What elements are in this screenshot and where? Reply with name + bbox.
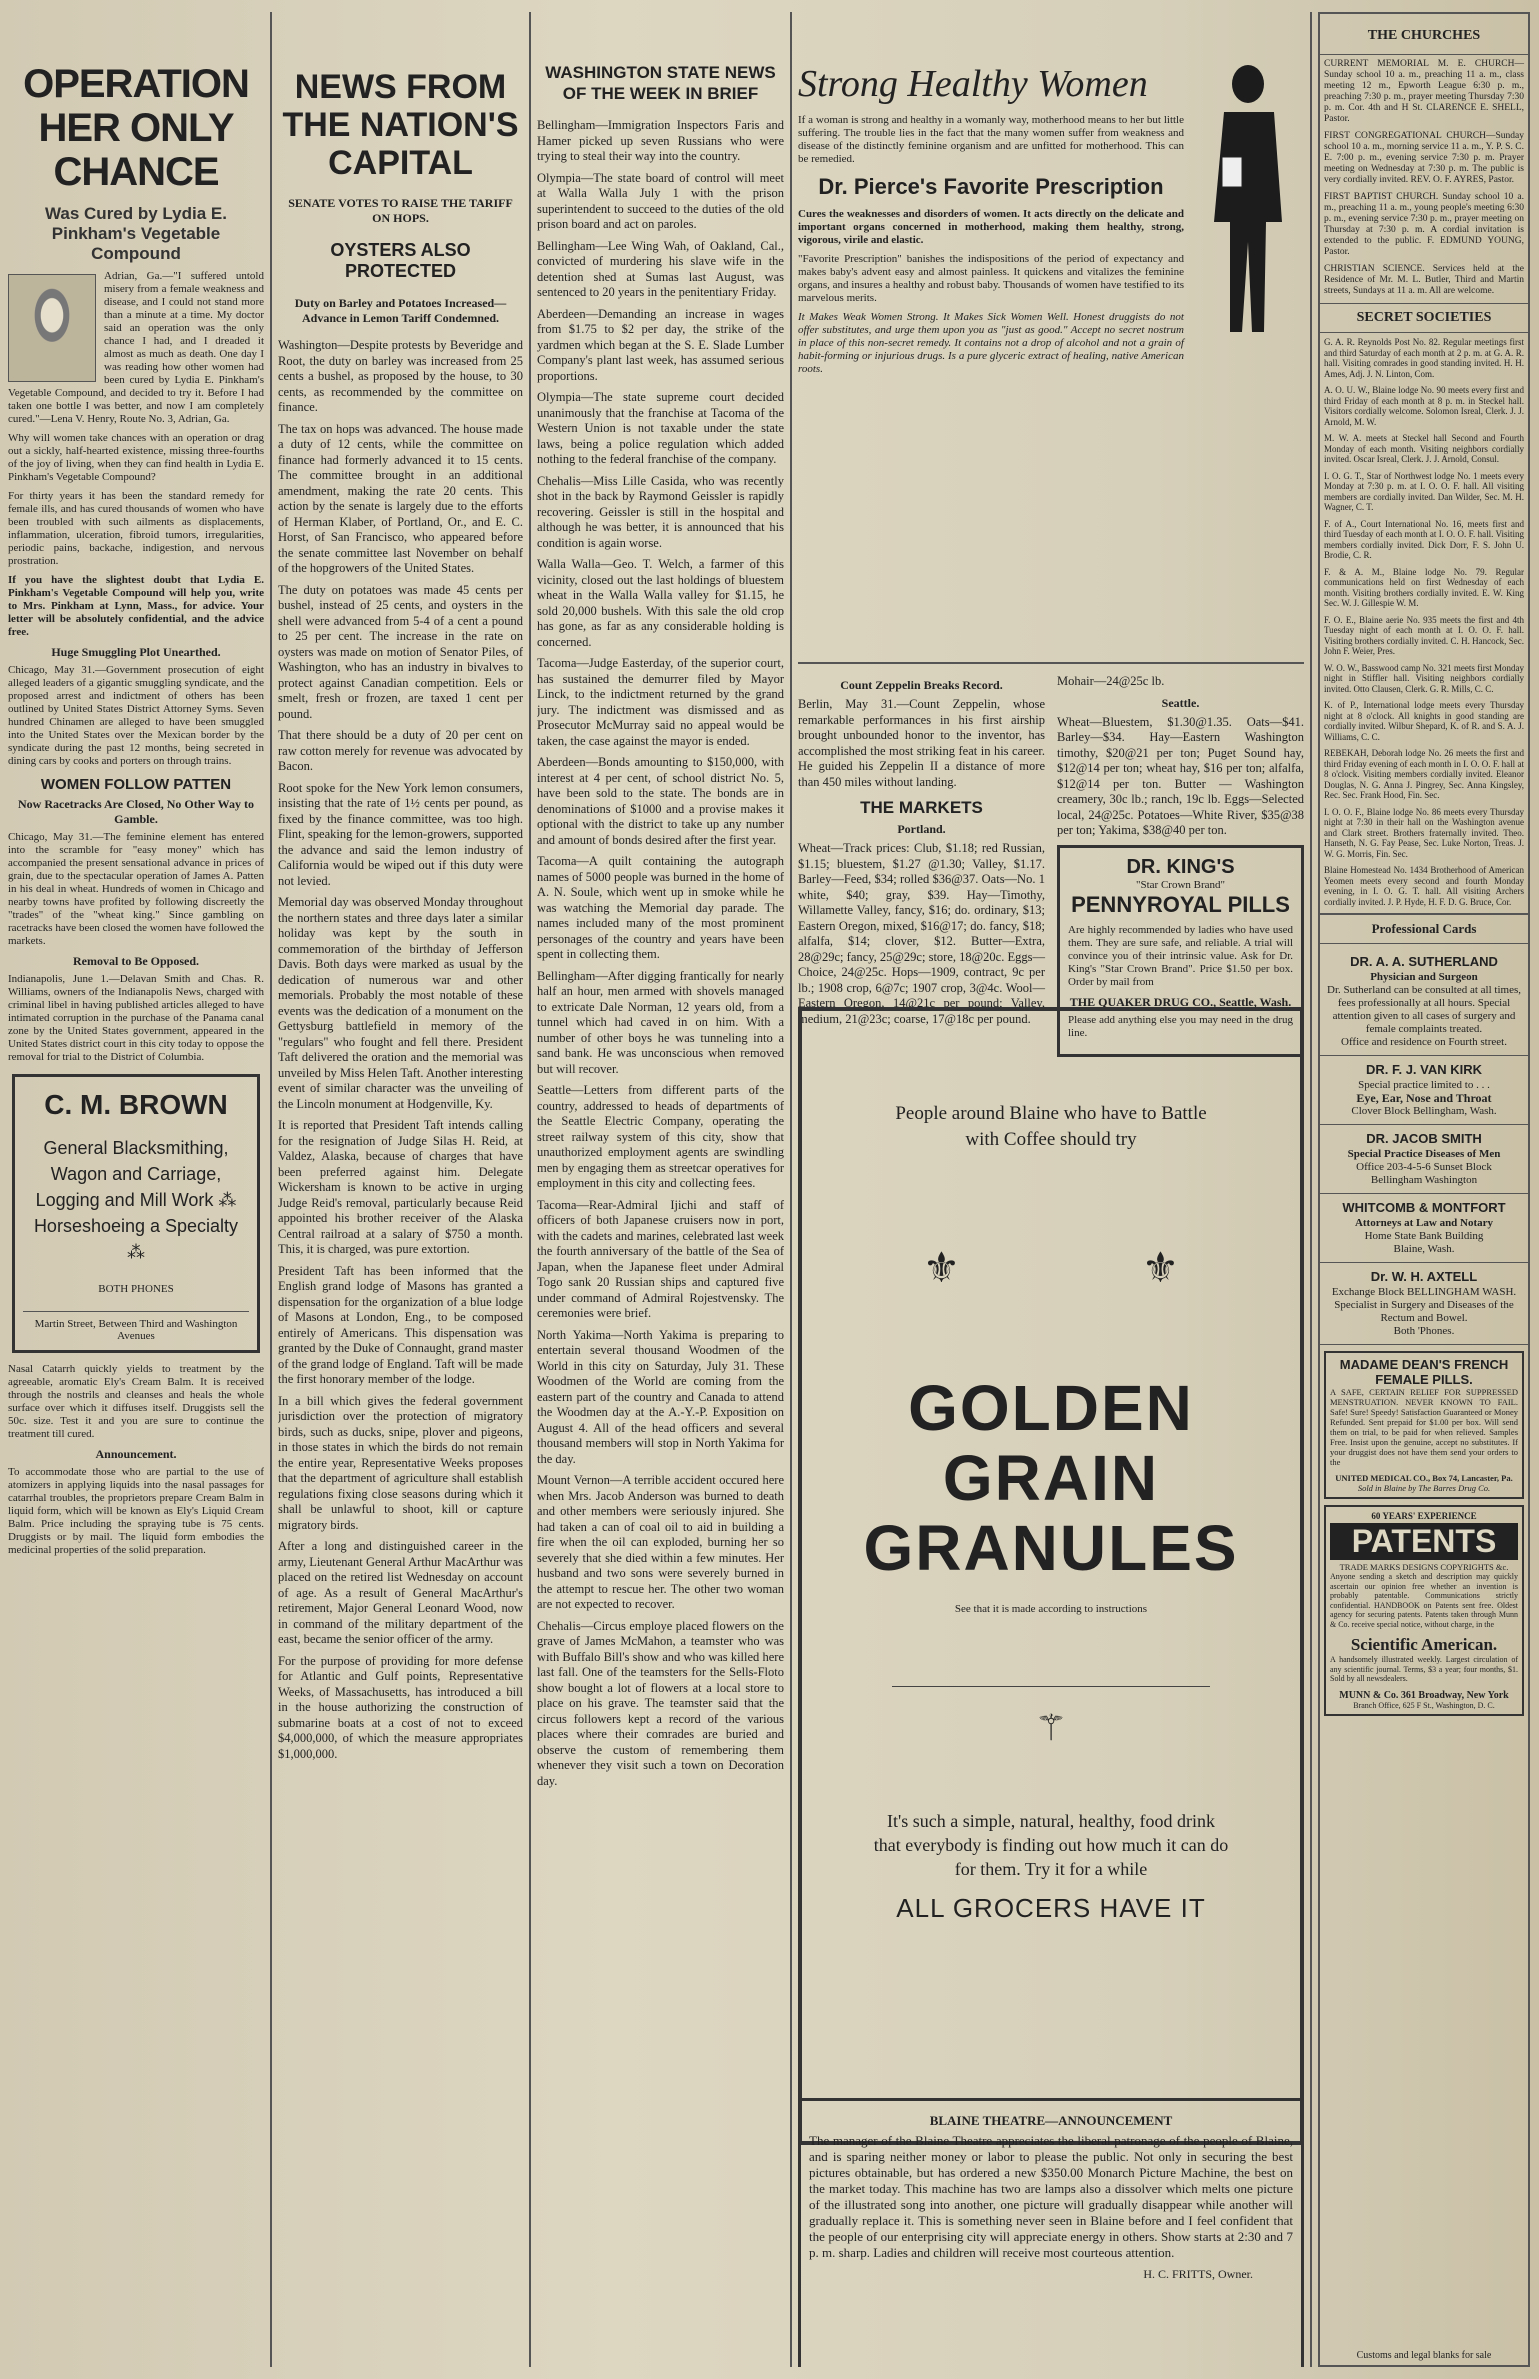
professional-card	[1320, 1263, 1528, 1345]
card-title: Physician and Surgeon	[1370, 971, 1478, 983]
king-note: Please add anything else you may need in the drug line.	[1068, 1013, 1293, 1039]
professional-card	[1320, 1125, 1528, 1194]
golden-grocers: ALL GROCERS HAVE IT	[896, 1893, 1206, 1923]
theatre-body: The manager of the Blaine Theatre appreciates the liberal patronage of the people of Blaine, and is sparing neither money or labor to please the public. Not only in securing the best pictures obtainable, but has ordered a new $350.00 Monarch Picture Machine, the best on the market today. This machine has two are lamps also a dissolver which melts one picture of the illustrated song into another, one picture will gradually disappear while another will gradually replace it. This is something never seen in Blaine before and I feel confident that the people of our enterprising city will appreciate energy in others. Show starts at 2:30 and 7 p. m. sharp. Ladies and children will receive most courteous attention.	[809, 2133, 1293, 2260]
capital-para: In a bill which gives the federal government jurisdiction over the protection of migratory birds, such as ducks, snipe, plover and pigeons, in those states in which the birds do not remain the entire year, Representative Weeks proposes that the department of agriculture shall establish regulations fixing close seasons during which it shall be unlawful to shoot, kill or capture migratory birds.	[278, 1393, 523, 1532]
pierce-closing: It Makes Weak Women Strong. It Makes Sick Women Well. Honest druggists do not offer substitutes, and urge them upon you as "just as good." Accept no secret nostrum in place of this non-secret remedy. It contains not a drop of alcohol and not a grain of habit-forming or injurious drugs. Is a pure glyceric extract of healing, native American roots.	[798, 311, 1184, 375]
pierce-intro: If a woman is strong and healthy in a womanly way, motherhood means to her but little suffering. The trouble lies in the fact that the many women suffer from weakness and disease of the distinctly feminine organism and are unfitted for motherhood. This can be remedied.	[798, 114, 1184, 165]
capital-sub-1: SENATE VOTES TO RAISE THE TARIFF ON HOPS.	[288, 196, 513, 225]
card-foot: Bellingham Washington	[1370, 1174, 1478, 1186]
king-pills-name: PENNYROYAL PILLS	[1071, 891, 1290, 917]
brown-name: C. M. BROWN	[44, 1089, 228, 1120]
state-news-para: Mount Vernon—A terrible accident occured here when Mrs. Jacob Anderson was burned to death and other members were seriously injured. She had taken a can of coal oil to aid in building a fire when the oil can exploded, burning her so severely that she died within a few minutes. Her husband and two sons were severely burned in the attempt to rescue her. The other two woman are not expected to recover.	[537, 1473, 784, 1611]
patents-body: Anyone sending a sketch and description may quickly ascertain our opinion free whether an invention is probably patentable. Communications strictly confidential. HANDBOOK on Patents sent free. Oldest agency for securing patents. Patents taken through Munn & Co. receive special notice, without charge, in the	[1330, 1572, 1518, 1629]
society-entry: A. O. U. W., Blaine lodge No. 90 meets every first and third Friday of each month at 8 p. m. in Steckel hall. Visitors cordially welcome. Solomon Isreal, Clerk. J. J. Arnold, M. W.	[1324, 385, 1524, 427]
capital-para: That there should be a duty of 20 per cent on raw cotton merely for revenue was advocated by Bacon.	[278, 728, 523, 773]
pinkham-subhead: Was Cured by Lydia E. Pinkham's Vegetable Compound	[44, 204, 227, 263]
state-news-para: Tacoma—Rear-Admiral Ijichi and staff of officers of both Japanese cruisers now in port, with the cadets and marines, celebrated last week the fourth anniversary of the battle of the Sea of Japan, when the Japanese fleet under Admiral Togo sank 20 Russian ships and captured five under command of Admiral Rojestvensky. The ceremonies were brief.	[537, 1197, 784, 1320]
markets-section	[798, 662, 1304, 1063]
portrait-image	[8, 274, 96, 382]
dean-company: UNITED MEDICAL CO., Box 74, Lancaster, Pa.	[1335, 1473, 1513, 1483]
king-title: DR. KING'S	[1126, 855, 1235, 878]
card-body: Eye, Ear, Nose and Throat	[1356, 1091, 1492, 1105]
seattle-head: Seattle.	[1161, 695, 1200, 710]
card-body: Specialist in Surgery and Diseases of the Rectum and Bowel.	[1334, 1299, 1514, 1324]
card-name: WHITCOMB & MONTFORT	[1342, 1200, 1506, 1215]
zeppelin-body: Berlin, May 31.—Count Zeppelin, whose remarkable performances in his first airship brought unbounded honor to the inventor, has accomplished the most striking feat in his career. He guided his Zeppelin II a distance of more than 450 miles without landing.	[798, 697, 1045, 789]
column-rule	[270, 12, 272, 2367]
fleur-ornament-icon: ⚜	[922, 1246, 961, 1292]
column-3	[537, 12, 784, 2367]
golden-see: See that it is made according to instructions	[954, 1603, 1148, 1615]
state-news-para: Chehalis—Circus employe placed flowers on the grave of James McMahon, a teamster who was with Buffalo Bill's show and who was killed here last fall. One of the teamsters for the Sells-Floto show bought a lot of flowers at a local store to place on his grave. The teamster said that the circus followers kept a record of the various places where their comrades are buried and observe the custom of remembering them whenever they visit such a town on Decoration day.	[537, 1618, 784, 1788]
professional-card	[1320, 1056, 1528, 1125]
column-5	[1318, 12, 1530, 2367]
catarrh-ad: Nasal Catarrh quickly yields to treatment by the agreeable, aromatic Ely's Cream Balm. It is received through the nostrils and cleanses and heals the whole surface over which it diffuses itself. Druggists sell the 50c. size. Test it and you are sure to continue the treatment till cured.	[8, 1363, 264, 1440]
capital-sub-2: OYSTERS ALSO PROTECTED	[330, 240, 471, 281]
state-news-para: Aberdeen—Bonds amounting to $150,000, with interest at 4 per cent, of school district No. 5, have been sold to the state. The bonds are in denominations of $1000 and a provise makes it optional with the district to take up any number and amount of bonds desired after the first year.	[537, 755, 784, 847]
portland-head: Portland.	[897, 822, 946, 836]
dean-foot: Sold in Blaine by The Barres Drug Co.	[1357, 1483, 1491, 1493]
society-entry: I. O. O. F., Blaine lodge No. 86 meets every Thursday night at 7:30 in their hall on the Washington avenue and Clark street. Brothers fraternally invited. Theo. Hanseth, N. G. Fay Pease, Sec. Luke Norton, Treas. J. W. G. Morris, Fin. Sec.	[1324, 806, 1524, 859]
column-rule	[1310, 12, 1312, 2367]
sci-body: A handsomely illustrated weekly. Largest circulation of any scientific journal. Terms, $3 a year; four months, $1. Sold by all newsdealers.	[1330, 1655, 1518, 1683]
patents-title: PATENTS	[1330, 1523, 1518, 1560]
smuggling-head: Huge Smuggling Plot Unearthed.	[51, 645, 221, 659]
church-entry: FIRST BAPTIST CHURCH. Sunday school 10 a. m., preaching 11 a. m., young people's meeting 6:30 p. m., evening service 7:30 p. m., prayer meeting on Thursday at 7:30 p. m. A cordial invitation is extended to the public. F. EDMUND YOUNG, Pastor.	[1324, 192, 1524, 257]
divider	[892, 1686, 1210, 1687]
markets-headline: THE MARKETS	[860, 798, 983, 817]
king-company: THE QUAKER DRUG CO., Seattle, Wash.	[1069, 994, 1292, 1009]
smuggling-body: Chicago, May 31.—Government prosecution of eight alleged leaders of a gigantic smuggling syndicate, and the proposed arrest and indictment of others has been outlined by United States District Attorney Syms. Seven hundred Chinamen are alleged to have been smuggled into the United States over the Mexican border by the syndicate during the past 12 months, being secreted in dining cars by cooks and porters on through trains.	[8, 664, 264, 767]
dean-pills-ad	[1324, 1351, 1524, 1499]
state-news-para: Tacoma—Judge Easterday, of the superior court, has sustained the demurrer filed by Mayor Linck, to the indictment returned by the grand jury. The indictment was dismissed and as Prosecutor McMurray said no appeal would be taken, the case against the mayor is ended.	[537, 656, 784, 748]
societies-head: SECRET SOCIETIES	[1320, 303, 1528, 333]
pinkham-body-3: For thirty years it has been the standard remedy for female ills, and has cured thousands of women who have been troubled with such ailments as displacements, inflammation, ulceration, fibroid tumors, irregularities, periodic pains, backache, indigestion, and nervous prostration.	[8, 490, 264, 567]
state-news-para: Aberdeen—Demanding an increase in wages from $1.75 to $2 per day, the strike of the yardmen which began at the S. E. Slade Lumber Company's plant last week, has assumed serious proportions.	[537, 306, 784, 383]
removal-head: Removal to Be Opposed.	[73, 954, 199, 968]
pinkham-body-4: If you have the slightest doubt that Lydia E. Pinkham's Vegetable Compound will help you, write to Mrs. Pinkham at Lynn, Mass., for advice. Your letter will be absolutely confidential, and the advice free.	[8, 574, 264, 638]
capital-para: Root spoke for the New York lemon consumers, insisting that the rate of 1½ cents per pound, as fixed by the finance committee, was too high. Flint, speaking for the lemon-growers, supported the advance and said the lemon industry of California would be wiped out if this duty were not levied.	[278, 780, 523, 888]
munn-branch: Branch Office, 625 F St., Washington, D. C.	[1353, 1700, 1495, 1710]
card-foot: Office and residence on Fourth street.	[1341, 1036, 1507, 1048]
theatre-head: BLAINE THEATRE—ANNOUNCEMENT	[929, 2113, 1173, 2128]
dean-head: MADAME DEAN'S FRENCH FEMALE PILLS.	[1339, 1357, 1509, 1387]
theatre-announcement	[798, 2098, 1304, 2367]
women-body: Chicago, May 31.—The feminine element has entered into the scramble for "easy money" which has accompanied the present sensational advance in prices of grain, due to the spectacular operation of James A. Patten in his deal in wheat. Hundreds of women in Chicago and nearby towns have profited by following discreetly the "trades" of the "wheat king." Since gambling on racetracks have been closed the women have followed the markets.	[8, 831, 264, 947]
state-news-para: Bellingham—Immigration Inspectors Faris and Hamer picked up seven Russians who were trying to steal their way into the country.	[537, 118, 784, 163]
ornament-icon: ⚚	[1034, 1708, 1068, 1748]
society-entry: W. O. W., Basswood camp No. 321 meets first Monday night in Stiffler hall. Visiting neighbors cordially invited. Otto Clausen, Clerk. G. R. Mills, C. C.	[1324, 662, 1524, 694]
zeppelin-head: Count Zeppelin Breaks Record.	[840, 678, 1003, 692]
capital-sub-3: Duty on Barley and Potatoes Increased—Advance in Lemon Tariff Condemned.	[294, 296, 507, 325]
column-rule	[529, 12, 531, 2367]
golden-body: It's such a simple, natural, healthy, food drink that everybody is finding out how much it can do for them. Try it for a while	[873, 1811, 1229, 1879]
pierce-headline: Strong Healthy Women	[798, 63, 1148, 105]
capital-para: The tax on hops was advanced. The house made a duty of 12 cents, while the committee on finance had formerly advanced it to 15 cents. The committee brought in an additional amendment, making the rate 20 cents. This action by the senate is largely due to the efforts of Herman Klaber, of Portland, Or., and E. C. Horst, of San Francisco, who appeared before the senate committee last November on behalf of the hopgrowers of the United States.	[278, 421, 523, 575]
state-news-para: Tacoma—A quilt containing the autograph names of 5000 people was burned in the home of A. N. Soule, which went up in smoke while he was watching the Memorial day parade. The names included many of the most prominent personages of the country and years have been spent in collecting them.	[537, 854, 784, 961]
man-silhouette-icon	[1196, 62, 1296, 362]
state-news-para: Olympia—The state board of control will meet at Walla Walla July 1 with the prison superintendent to succeed to the duties of the old prison board and act on paroles.	[537, 170, 784, 231]
card-body: Dr. Sutherland can be consulted at all times, fees professionally at all hours. Special attention given to all cases of surgery and female complaints treated.	[1327, 984, 1521, 1035]
state-news-para: Seattle—Letters from different parts of the country, addressed to heads of departments of the Seattle Electric Company, operating the street railway system of this city, show that unauthorized employment agents are swindling men by engaging them as streetcar operatives for employment in this city and collecting fees.	[537, 1083, 784, 1190]
golden-grain-name: GOLDEN GRAIN GRANULES	[863, 1372, 1239, 1584]
seattle-prices: Wheat—Bluestem, $1.30@1.35. Oats—$41. Barley—$34. Hay—Eastern Washington timothy, $20@21 per ton; Puget Sound hay, $12@14 per ton; wheat hay, $16 per ton; alfalfa, $12@14 per ton. Butter — Washington creamery, 30c lb.; ranch, 19c lb. Eggs—Selected local, 24@25c. Potatoes—White River, $35@38 per ton; Yakima, $38@40 per ton.	[1057, 714, 1304, 837]
state-news-para: Olympia—The state supreme court decided unanimously that the franchise at Tacoma of the Western Union is not taxable under the state laws, being a police regulation which added nothing to the federal franchise of the company.	[537, 390, 784, 466]
society-entry: M. W. A. meets at Steckel hall Second and Fourth Monday of each month. Visiting neighbors cordially invited. Oscar Isreal, Clerk. J. J. Arnold, Consul.	[1324, 433, 1524, 464]
markets-right	[1057, 674, 1304, 1063]
state-news-para: Chehalis—Miss Lille Casida, who was recently shot in the back by Raymond Geissler is rapidly recovering. Geissler is still in the hospital and although he was better, it is announced that his condition is again worse.	[537, 473, 784, 550]
card-name: DR. F. J. VAN KIRK	[1365, 1062, 1483, 1077]
dean-body: A SAFE, CERTAIN RELIEF FOR SUPPRESSED MENSTRUATION. NEVER KNOWN TO FAIL. Safe! Sure! Speedy! Satisfaction Guaranteed or Money Refunded. Sent prepaid for $1.00 per box. Will send them on trial, to be paid for when relieved. Samples Free. Insist upon the genuine, accept no substitutes. If your druggist does not have them send your orders to the	[1330, 1387, 1518, 1467]
card-foot: Clover Block Bellingham, Wash.	[1351, 1105, 1497, 1117]
church-entry: FIRST CONGREGATIONAL CHURCH—Sunday school 10 a. m., morning service 11 a. m., Y. P. S. C. E. 7:00 p. m., evening service 7:30 p. m. Prayer meeting on Wednesday at 7:30 p. m. The public is very cordially invited. REV. O. F. AYRES, Pastor.	[1324, 131, 1524, 185]
brown-address: Martin Street, Between Third and Washington Avenues	[23, 1311, 249, 1342]
card-title: Attorneys at Law and Notary	[1354, 1217, 1494, 1229]
capital-para: After a long and distinguished career in the army, Lieutenant General Arthur MacArthur was placed on the retired list Wednesday on account of age. As a result of General MacArthur's retirement, Major General Leonard Wood, now in command of the military department of the east, became the senior officer of the army.	[278, 1539, 523, 1646]
mohair-price: Mohair—24@25c lb.	[1057, 674, 1165, 688]
churches-head: THE CHURCHES	[1320, 18, 1528, 55]
removal-body: Indianapolis, June 1.—Delavan Smith and Chas. R. Williams, owners of the Indianapolis News, charged with criminal libel in having published articles alleged to have intimated corruption in the purchase of the Panama canal zone by the United States government, appeared in the United States district court in this city today to oppose the removal for trial to the District of Columbia.	[8, 973, 264, 1063]
brown-phones: BOTH PHONES	[98, 1283, 174, 1295]
pierce-body: "Favorite Prescription" banishes the indispositions of the period of expectancy and makes baby's advent easy and almost painless. It quickens and vitalizes the feminine organs, and insures a healthy and robust baby. Thousands of women have testified to its marvelous merits.	[798, 253, 1184, 304]
society-entry: F. & A. M., Blaine lodge No. 79. Regular communications held on first Wednesday of each month. Visiting brothers cordially invited. E. W. King Sec. W. J. Gillespie W. M.	[1324, 566, 1524, 608]
state-news-para: North Yakima—North Yakima is preparing to entertain several thousand Woodmen of the World in this city on Saturday, July 31. These Woodmen of the World are coming from the eastern part of the country and Canada to attend the Woodmen day at the A.-Y.-P. Exposition on August 4. All of the head officers and several thousand members will stop in North Yakima for the day.	[537, 1327, 784, 1466]
church-entry: CURRENT MEMORIAL M. E. CHURCH—Sunday school 10 a. m., preaching 11 a. m., class meeting 12 m., Epworth League 6:30 p. m., preaching 7:30 p. m., prayer meeting Thursday 7:30 p. m. Cor. 4th and H St. CLARENCE E. SHELL, Pastor.	[1324, 59, 1524, 124]
card-name: DR. A. A. SUTHERLAND	[1350, 954, 1498, 969]
capital-headline: NEWS FROM THE NATION'S CAPITAL	[282, 68, 519, 182]
column-2	[278, 12, 523, 2367]
card-body: Home State Bank Building	[1364, 1230, 1484, 1242]
pierce-ad	[798, 62, 1304, 662]
brown-services: General Blacksmithing, Wagon and Carriage, Logging and Mill Work ⁂ Horseshoeing a Specialty ⁂	[33, 1138, 239, 1262]
capital-para: For the purpose of providing for more defense for Atlantic and Gulf points, Representative Weeks, of Massachusetts, has introduced a bill in the house authorizing the construction of submarine boats at a cost of not to exceed $4,000,000, of which the measure appropriates $1,000,000.	[278, 1653, 523, 1761]
state-news-para: Walla Walla—Geo. T. Welch, a farmer of this vicinity, closed out the last holdings of bluestem wheat in the Walla Walla valley for $1.15, he sold 20,000 bushels. With this sale the old crop has gone, as far as any considerable holding is concerned.	[537, 557, 784, 649]
capital-para: Memorial day was observed Monday throughout the northern states and three days later a similar holiday was kept by the south in commemoration of the birthday of Jefferson Davis. Both days were marked as usual by the dedication of numerous war and other memorials. Probably the most notable of these events was the dedication of a monument on the Gettysburg battlefield in memory of the "regulars" who fought and fell there. President Taft delivered the oration and the memorial was unveiled by Miss Helen Taft. Another interesting event of similar character was the unveiling of the Lincoln monument at Hodgenville, Ky.	[278, 895, 523, 1111]
professional-cards-head: Professional Cards	[1320, 913, 1528, 944]
professional-card	[1320, 948, 1528, 1056]
state-news-headline: WASHINGTON STATE NEWS OF THE WEEK IN BRIEF	[545, 63, 776, 103]
card-title: Special practice limited to . . .	[1358, 1079, 1490, 1091]
state-news-para: Bellingham—After digging frantically for nearly half an hour, men armed with shovels managed to extricate Dale Norman, 12 years old, from a tunnel which had caved in on him. With a number of other boys he was tunneling into a sand bank. He was unconscious when removed but will recover.	[537, 968, 784, 1076]
card-name: DR. JACOB SMITH	[1366, 1131, 1482, 1146]
pinkham-body-2: Why will women take chances with an operation or drag out a sickly, half-hearted existence, missing three-fourths of the joy of living, when they can find health in Lydia E. Pinkham's Vegetable Compound?	[8, 432, 264, 483]
golden-grain-ad	[798, 1007, 1304, 2145]
capital-para: Washington—Despite protests by Beveridge and Root, the duty on barley was increased from 25 cents a bushel, as proposed by the house, to 30 cents, as recommended by the committee on finance.	[278, 338, 523, 414]
capital-para: The duty on potatoes was made 45 cents per bushel, instead of 25 cents, and oysters in the shell were advanced from 5-4 of a cent a pound to 25 per cent. The increase in the rate on oysters was made on motion of Senator Piles, of Washington, who has an industry in bivalves to protect against Canadian competition. Eels or smelt, fresh or frozen, are taxed 1 cent per pound.	[278, 582, 523, 721]
card-body: Office 203-4-5-6 Sunset Block	[1356, 1161, 1492, 1173]
society-entry: I. O. G. T., Star of Northwest lodge No. 1 meets every Monday at 7:30 p. m. at I. O. O. F. hall. All visiting members are cordially invited. Dan Wilder, Sec. M. H. Wagner, C. T.	[1324, 470, 1524, 512]
society-entry: F. O. E., Blaine aerie No. 935 meets the first and 4th Tuesday night of each month at I. O. O. F. hall. Visiting brothers cordially invited. C. H. Hancock, Sec. John F. Weier, Pres.	[1324, 614, 1524, 656]
society-entry: REBEKAH, Deborah lodge No. 26 meets the first and third Friday evening of each month in I. O. O. F. hall at 8 o'clock. Visiting members cordially invited. Eleanor Douglas, N. G. Anna J. Pingrey, Sec. Anna Kingsley, Rec. Sec. Frank Hood, Fin. Sec.	[1324, 748, 1524, 800]
women-headline: WOMEN FOLLOW PATTEN	[40, 776, 232, 793]
golden-intro: People around Blaine who have to Battle with Coffee should try	[895, 1103, 1207, 1150]
patents-years: 60 YEARS' EXPERIENCE	[1371, 1511, 1477, 1521]
card-name: Dr. W. H. AXTELL	[1370, 1269, 1478, 1284]
society-entry: F. of A., Court International No. 16, meets first and third Tuesday of each month at I. O. O. F. hall. Visiting members cordially invited. Dick Dorr, F. S. John U. Brodie, C. R.	[1324, 518, 1524, 560]
professional-card	[1320, 1194, 1528, 1263]
fleur-ornament-icon: ⚜	[1141, 1246, 1180, 1292]
pierce-cures: Cures the weaknesses and disorders of women. It acts directly on the delicate and important organs concerned in motherhood, making them healthy, strong, vigorous, virile and elastic.	[798, 208, 1184, 246]
king-body: Are highly recommended by ladies who have used them. They are sure safe, and reliable. A trial will convince you of their intrinsic value. Ask for Dr. King's "Star Crown Brand". Price $1.50 per box. Order by mail from	[1068, 923, 1293, 988]
capital-para: President Taft has been informed that the English grand lodge of Masons has granted a dispensation for the organization of a blue lodge of Masons at London, Eng., to be composed entirely of Americans. This dispensation was granted by the Duke of Connaught, grand master of the grand lodge of England. Taft will be made the first honorary member of the lodge.	[278, 1263, 523, 1386]
announcement-head: Announcement.	[95, 1447, 177, 1461]
women-subhead: Now Racetracks Are Closed, No Other Way to Gamble.	[18, 797, 254, 826]
card-foot: Both 'Phones.	[1393, 1325, 1455, 1337]
operation-headline: OPERATION HER ONLY CHANCE	[23, 62, 249, 194]
brown-ad	[12, 1074, 260, 1353]
card-foot: Blaine, Wash.	[1393, 1243, 1455, 1255]
column-1	[8, 12, 264, 2367]
state-news-para: Bellingham—Lee Wing Wah, of Oakland, Cal., convicted of murdering his slave wife in the detention shed at Sumas last August, was sentenced to 20 years in the penitentiary Friday.	[537, 238, 784, 299]
markets-left	[798, 674, 1045, 1063]
portland-prices: Wheat—Track prices: Club, $1.18; red Russian, $1.15; bluestem, $1.27 @1.30; Valley, $1.17. Barley—Feed, $34; rolled $36@37. Oats—No. 1 white, $40; gray, $39. Hay—Timothy, Willamette Valley, fancy, $16; do. ordinary, $13; Eastern Oregon, mixed, $16@17; do. fancy, $18; alfalfa, $14; clover, $12. Butter—Extra, 28@29c; fancy, 25@29c; store, 18@20c. Eggs—Choice, 24@25c. Hops—1909, contract, 9c per lb.; 1908 crop, 6@7c; 1907 crop, 3@4c. Wool—Eastern Oregon, 14@21c per pound; Valley, medium, 21@23c; coarse, 17@18c per pound.	[798, 841, 1045, 1026]
king-brand: "Star Crown Brand"	[1135, 878, 1226, 891]
capital-para: It is reported that President Taft intends calling for the resignation of Judge Silas H. Reid, at Valdez, Alaska, because of charges that have been preferred against him. Delegate Wickersham is known to be active in urging Judge Reid's removal, particularly because Reid appointed his brother receiver of the Alaska Central railroad at a salary of $750 a month. This, it is charged, was pure extortion.	[278, 1118, 523, 1256]
church-entry: CHRISTIAN SCIENCE. Services held at the Residence of Mr. M. L. Butler, Third and Martin streets, Sundays at 11 a. m. All are welcome.	[1324, 264, 1524, 296]
munn-address: MUNN & Co. 361 Broadway, New York	[1339, 1689, 1509, 1701]
society-entry: K. of P., International lodge meets every Thursday night at 8 o'clock. All knights in good standing are cordially invited. Wilbur Shepard, K. of R. and S. A. J. Williams, C. C.	[1324, 700, 1524, 742]
scientific-american: Scientific American.	[1350, 1635, 1498, 1654]
column-rule	[790, 12, 792, 2367]
ornament-row	[832, 1243, 1270, 1293]
patents-marks: TRADE MARKS DESIGNS COPYRIGHTS &c.	[1339, 1562, 1509, 1572]
patents-ad	[1324, 1505, 1524, 1716]
society-entry: Blaine Homestead No. 1434 Brotherhood of American Yeomen meets every second and fourth Monday evening, in I. O. G. T. hall. All visiting Archers cordially invited. J. P. Hyde, H. F. D. G. Bruce, Cor.	[1324, 865, 1524, 907]
announcement-body: To accommodate those who are partial to the use of atomizers in applying liquids into the nasal passages for catarrhal troubles, the proprietors prepare Cream Balm in liquid form, which will be known as Ely's Liquid Cream Balm. Price including the spraying tube is 75 cents. Druggists or by mail. The liquid form embodies the medicinal properties of the solid preparation.	[8, 1466, 264, 1556]
society-entry: G. A. R. Reynolds Post No. 82. Regular meetings first and third Saturday of each month at 2 p. m. at G. A. R. hall. Visiting comrades in good standing invited. H. H. Ames, Adj. J. N. Linton, Com.	[1324, 337, 1524, 379]
card-title: Special Practice Diseases of Men	[1347, 1148, 1501, 1160]
column-4	[798, 12, 1304, 2367]
pinkham-testimonial: Adrian, Ga.—"I suffered untold misery from a female weakness and disease, and I could not stand more than a minute at a time. My doctor said an operation was the only chance I had, and I dreaded it almost as much as death. One day I was reading how other women had been cured by Lydia E. Pinkham's Vegetable Compound, and decided to try it. Before I had taken one bottle I was better, and now I am completely cured."—Lena V. Henry, Route No. 3, Adrian, Ga.	[8, 270, 264, 425]
card-title: Exchange Block BELLINGHAM WASH.	[1331, 1286, 1517, 1298]
pierce-title: Dr. Pierce's Favorite Prescription	[818, 174, 1164, 199]
blanks-footer: Customs and legal blanks for sale	[1356, 2350, 1492, 2361]
theatre-owner: H. C. FRITTS, Owner.	[1143, 2267, 1253, 2281]
